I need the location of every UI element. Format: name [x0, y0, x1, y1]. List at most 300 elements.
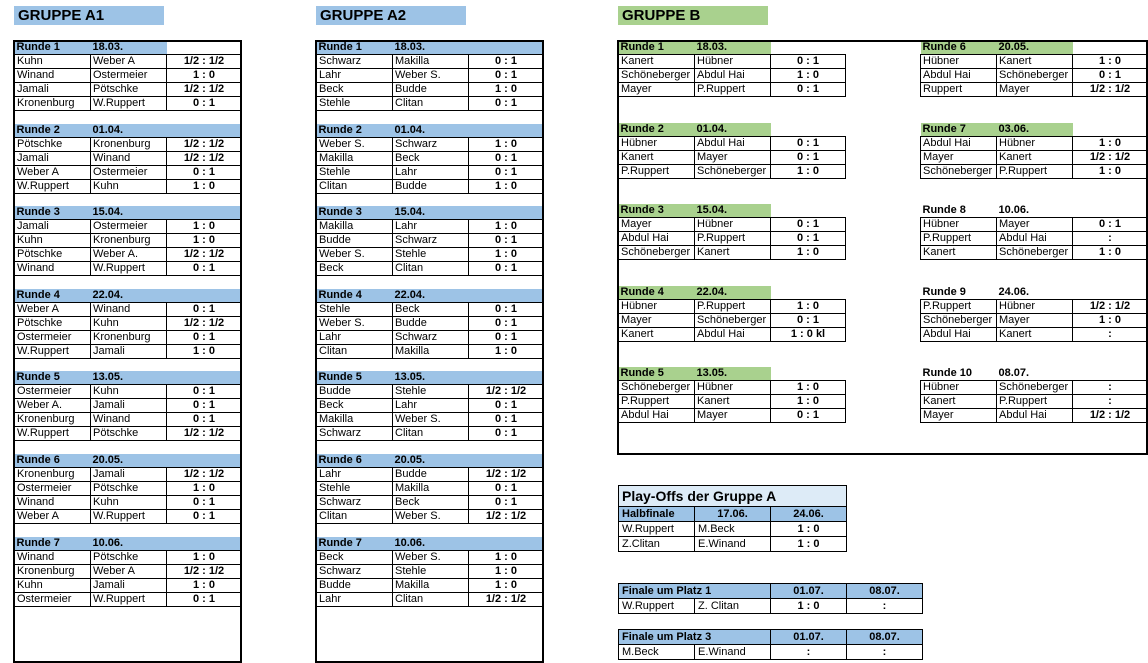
a2-match-row: [317, 220, 544, 234]
b-left-match-row: [619, 55, 846, 69]
group-b-title: GRUPPE B: [618, 6, 768, 25]
home-player: Abdul Hai: [921, 327, 997, 341]
away-player: Stehle: [393, 248, 469, 262]
final3-result-1: :: [771, 645, 847, 660]
a1-match-row: [15, 385, 242, 399]
a1-match-row: [15, 468, 242, 482]
home-player: Winand: [15, 550, 91, 564]
away-player: Abdul Hai: [695, 327, 771, 341]
a2-round-6-date: 20.05.: [393, 454, 469, 468]
away-player: Pötschke: [91, 482, 167, 496]
b-left-match-row: [619, 381, 846, 395]
a2-round-3-header: [317, 206, 544, 220]
home-player: Schwarz: [317, 564, 393, 578]
a2-round-3-date: 15.04.: [393, 206, 469, 220]
b-left-match-row: [619, 409, 846, 423]
spacer-row: [921, 191, 1148, 204]
semifinal-2-home: Z.Clitan: [619, 537, 695, 552]
home-player: Schöneberger: [921, 313, 997, 327]
away-player: Lahr: [393, 399, 469, 413]
a2-match-row: [317, 510, 544, 524]
away-player: Kanert: [997, 150, 1073, 164]
match-result: 1 : 0: [771, 69, 846, 83]
away-player: Schwarz: [393, 234, 469, 248]
match-result: 0 : 1: [167, 165, 242, 179]
away-player: Clitan: [393, 262, 469, 276]
group-a1-title: GRUPPE A1: [14, 6, 164, 25]
group-a1-schedule: [14, 41, 242, 607]
b-left-round-3-date: 15.04.: [695, 204, 771, 218]
a1-round-6-header: [15, 454, 242, 468]
away-player: Hübner: [997, 136, 1073, 150]
spacer-cell: [15, 193, 242, 206]
b-right-match-row: [921, 246, 1148, 260]
b-right-round-4-date: 24.06.: [998, 285, 1030, 298]
home-player: P.Ruppert: [619, 395, 695, 409]
final3-away: E.Winand: [695, 645, 771, 660]
spacer-row: [619, 178, 846, 191]
match-result: 1 : 0: [1073, 164, 1148, 178]
b-right-match-row: [921, 55, 1148, 69]
match-result: 0 : 1: [469, 55, 544, 69]
spacer-cell: [921, 341, 1148, 354]
a2-round-4-label: Runde 4: [317, 289, 393, 303]
a2-match-row: [317, 137, 544, 151]
home-player: Winand: [15, 69, 91, 83]
home-player: Pötschke: [15, 248, 91, 262]
b-right-round-5-header: [921, 367, 1148, 381]
match-result: 0 : 1: [167, 385, 242, 399]
match-result: 0 : 1: [771, 218, 846, 232]
b-right-round-4-header-blank: [1073, 286, 1148, 300]
away-player: W.Ruppert: [91, 592, 167, 606]
match-result: 0 : 1: [771, 55, 846, 69]
home-player: Weber S.: [317, 137, 393, 151]
match-result: 1/2 : 1/2: [167, 137, 242, 151]
final1-date-1: 01.07.: [771, 584, 847, 599]
home-player: Schwarz: [317, 427, 393, 441]
home-player: Kuhn: [15, 55, 91, 69]
home-player: Kanert: [619, 150, 695, 164]
home-player: Clitan: [317, 179, 393, 193]
b-left-match-row: [619, 150, 846, 164]
away-player: Makilla: [393, 55, 469, 69]
b-right-match-row: [921, 136, 1148, 150]
final1-result-1: 1 : 0: [771, 599, 847, 614]
home-player: Clitan: [317, 510, 393, 524]
match-result: 1 : 0: [469, 564, 544, 578]
spacer-row: [921, 341, 1148, 354]
semifinal-1-result: 1 : 0: [771, 522, 847, 537]
away-player: Pötschke: [91, 427, 167, 441]
a1-round-2-header: [15, 124, 242, 138]
semifinal-1-away: M.Beck: [695, 522, 771, 537]
a2-match-row: [317, 427, 544, 441]
a1-match-row: [15, 137, 242, 151]
b-right-round-2-date: 03.06.: [997, 123, 1073, 137]
away-player: Abdul Hai: [695, 136, 771, 150]
away-player: Jamali: [91, 344, 167, 358]
spacer-row: [619, 260, 846, 273]
a1-match-row: [15, 330, 242, 344]
home-player: Stehle: [317, 302, 393, 316]
spacer-cell: [317, 193, 544, 206]
a2-round-5-date: 13.05.: [393, 371, 469, 385]
a2-round-7-header: [317, 537, 544, 551]
spacer-row: [921, 178, 1148, 191]
match-result: 0 : 1: [167, 592, 242, 606]
a2-round-1-date: 18.03.: [393, 41, 469, 55]
away-player: Jamali: [91, 399, 167, 413]
b-right-match-row: [921, 409, 1148, 423]
b-left-match-row: [619, 327, 846, 341]
match-result: 1/2 : 1/2: [167, 316, 242, 330]
a1-round-1-header: [15, 41, 242, 55]
a1-match-row: [15, 427, 242, 441]
home-player: Mayer: [921, 409, 997, 423]
away-player: Beck: [393, 151, 469, 165]
a1-round-3-header-blank: [167, 206, 242, 220]
home-player: Pötschke: [15, 137, 91, 151]
semifinal-label: Halbfinale: [619, 507, 695, 522]
semifinal-date-2: 24.06.: [771, 507, 847, 522]
away-player: Pötschke: [91, 550, 167, 564]
a2-round-6-header-blank: [469, 454, 544, 468]
a2-round-4-header: [317, 289, 544, 303]
home-player: Makilla: [317, 151, 393, 165]
home-player: Jamali: [15, 83, 91, 97]
a2-match-row: [317, 165, 544, 179]
a2-match-row: [317, 179, 544, 193]
spacer-cell: [317, 111, 544, 124]
b-right-match-row: [921, 299, 1148, 313]
a2-match-row: [317, 468, 544, 482]
a2-match-row: [317, 151, 544, 165]
match-result: 1 : 0: [167, 578, 242, 592]
spacer-cell: [15, 358, 242, 371]
b-right-match-row: [921, 232, 1148, 246]
match-result: 0 : 1: [469, 482, 544, 496]
home-player: Stehle: [317, 97, 393, 111]
spacer-cell: [317, 441, 544, 454]
a1-match-row: [15, 482, 242, 496]
spacer-cell: [921, 354, 1148, 367]
a1-match-row: [15, 344, 242, 358]
a1-round-6-date: 20.05.: [91, 454, 167, 468]
a1-match-row: [15, 234, 242, 248]
b-right-round-2-header-blank: [1073, 123, 1148, 137]
match-result: 1 : 0: [167, 179, 242, 193]
spacer-cell: [619, 341, 846, 354]
home-player: Lahr: [317, 69, 393, 83]
away-player: Weber S.: [393, 510, 469, 524]
match-result: 0 : 1: [1073, 218, 1148, 232]
spacer-row: [619, 97, 846, 110]
away-player: Kronenburg: [91, 330, 167, 344]
a1-match-row: [15, 220, 242, 234]
final1-home: W.Ruppert: [619, 599, 695, 614]
match-result: 1/2 : 1/2: [167, 468, 242, 482]
home-player: Beck: [317, 262, 393, 276]
match-result: 1/2 : 1/2: [167, 427, 242, 441]
b-left-match-row: [619, 246, 846, 260]
b-right-round-5-date: 08.07.: [998, 367, 1030, 380]
a1-match-row: [15, 69, 242, 83]
match-result: 0 : 1: [469, 151, 544, 165]
match-result: 0 : 1: [469, 302, 544, 316]
spacer-row: [921, 273, 1148, 286]
away-player: Makilla: [393, 482, 469, 496]
home-player: Kanert: [921, 395, 997, 409]
spacer-cell: [619, 191, 846, 204]
away-player: Abdul Hai: [997, 409, 1073, 423]
home-player: W.Ruppert: [15, 344, 91, 358]
a1-match-row: [15, 262, 242, 276]
spacer-row: [619, 273, 846, 286]
match-result: 1/2 : 1/2: [1073, 83, 1148, 97]
b-left-round-4-header-blank: [771, 286, 846, 300]
match-result: 0 : 1: [167, 97, 242, 111]
a2-match-row: [317, 399, 544, 413]
match-result: 0 : 1: [469, 330, 544, 344]
b-right-match-row: [921, 313, 1148, 327]
a2-round-7-header-blank: [469, 537, 544, 551]
semifinal-date-1: 17.06.: [695, 507, 771, 522]
a1-round-2-date: 01.04.: [91, 124, 167, 138]
match-result: 0 : 1: [167, 510, 242, 524]
home-player: Hübner: [619, 136, 695, 150]
a2-match-row: [317, 550, 544, 564]
a1-round-2-header-blank: [167, 124, 242, 138]
away-player: Stehle: [393, 385, 469, 399]
match-result: 0 : 1: [771, 150, 846, 164]
away-player: Kronenburg: [91, 137, 167, 151]
spacer-cell: [619, 178, 846, 191]
away-player: Schöneberger: [997, 246, 1073, 260]
away-player: P.Ruppert: [695, 299, 771, 313]
a1-round-3-date: 15.04.: [91, 206, 167, 220]
away-player: Mayer: [997, 83, 1073, 97]
home-player: Mayer: [921, 150, 997, 164]
away-player: Stehle: [393, 564, 469, 578]
away-player: Clitan: [393, 427, 469, 441]
match-result: :: [1073, 381, 1148, 395]
b-left-round-4-header: [619, 286, 846, 300]
match-result: 0 : 1: [469, 97, 544, 111]
b-left-round-1-label: Runde 1: [619, 41, 695, 55]
b-right-round-2-label: Runde 7: [921, 123, 997, 137]
match-result: 1 : 0: [469, 578, 544, 592]
a2-match-row: [317, 344, 544, 358]
home-player: Jamali: [15, 220, 91, 234]
a2-match-row: [317, 302, 544, 316]
match-result: 1/2 : 1/2: [469, 510, 544, 524]
match-result: 1 : 0: [771, 164, 846, 178]
spacer-row: [317, 276, 544, 289]
home-player: Kuhn: [15, 578, 91, 592]
a1-match-row: [15, 578, 242, 592]
final3-date-2: 08.07.: [847, 630, 923, 645]
home-player: P.Ruppert: [921, 232, 997, 246]
away-player: Winand: [91, 151, 167, 165]
home-player: Mayer: [619, 218, 695, 232]
home-player: Mayer: [619, 83, 695, 97]
a2-match-row: [317, 316, 544, 330]
away-player: Mayer: [997, 218, 1073, 232]
a1-match-row: [15, 316, 242, 330]
a1-round-4-header-blank: [167, 289, 242, 303]
match-result: 1 : 0: [167, 550, 242, 564]
a1-round-7-header: [15, 537, 242, 551]
spacer-row: [317, 193, 544, 206]
b-left-match-row: [619, 232, 846, 246]
a2-round-2-date: 01.04.: [393, 124, 469, 138]
away-player: Schöneberger: [695, 164, 771, 178]
a1-round-3-header: [15, 206, 242, 220]
a2-match-row: [317, 83, 544, 97]
a1-round-4-header: [15, 289, 242, 303]
b-right-round-3-label: Runde 8: [922, 204, 966, 217]
away-player: Hübner: [695, 381, 771, 395]
away-player: Winand: [91, 413, 167, 427]
spacer-row: [15, 524, 242, 537]
home-player: Hübner: [921, 218, 997, 232]
match-result: 1/2 : 1/2: [469, 468, 544, 482]
home-player: P.Ruppert: [921, 299, 997, 313]
a1-match-row: [15, 55, 242, 69]
a2-round-3-label: Runde 3: [317, 206, 393, 220]
spacer-cell: [317, 524, 544, 537]
match-result: 1/2 : 1/2: [167, 55, 242, 69]
away-player: P.Ruppert: [695, 83, 771, 97]
home-player: Lahr: [317, 468, 393, 482]
away-player: Kuhn: [91, 316, 167, 330]
a1-round-5-date: 13.05.: [91, 371, 167, 385]
home-player: Kronenburg: [15, 413, 91, 427]
spacer-cell: [619, 110, 846, 123]
home-player: Lahr: [317, 592, 393, 606]
away-player: Ostermeier: [91, 220, 167, 234]
spacer-cell: [317, 276, 544, 289]
match-result: 1/2 : 1/2: [167, 248, 242, 262]
a2-match-row: [317, 97, 544, 111]
a2-match-row: [317, 496, 544, 510]
match-result: 0 : 1: [469, 234, 544, 248]
away-player: Budde: [393, 179, 469, 193]
match-result: 0 : 1: [167, 496, 242, 510]
match-result: 0 : 1: [167, 330, 242, 344]
home-player: Schöneberger: [619, 246, 695, 260]
playoffs-semifinal: [618, 485, 847, 552]
away-player: Lahr: [393, 165, 469, 179]
away-player: Beck: [393, 496, 469, 510]
spacer-cell: [15, 276, 242, 289]
a1-round-4-label: Runde 4: [15, 289, 91, 303]
away-player: Weber A.: [91, 248, 167, 262]
match-result: 0 : 1: [771, 313, 846, 327]
b-right-round-3-header: [921, 204, 1148, 218]
match-result: 1 : 0: [469, 248, 544, 262]
home-player: Ostermeier: [15, 592, 91, 606]
a1-round-2-label: Runde 2: [15, 124, 91, 138]
spacer-cell: [921, 260, 1148, 273]
final1-date-2: 08.07.: [847, 584, 923, 599]
a2-round-5-header: [317, 371, 544, 385]
match-result: 1/2 : 1/2: [1073, 299, 1148, 313]
spacer-row: [15, 111, 242, 124]
spacer-cell: [619, 97, 846, 110]
spacer-cell: [921, 273, 1148, 286]
a2-round-6-header: [317, 454, 544, 468]
playoffs-final-3: [618, 629, 923, 660]
a1-round-5-header: [15, 371, 242, 385]
match-result: 1 : 0 kl: [771, 327, 846, 341]
home-player: Abdul Hai: [921, 136, 997, 150]
home-player: Weber A: [15, 510, 91, 524]
away-player: Schwarz: [393, 330, 469, 344]
match-result: 0 : 1: [1073, 69, 1148, 83]
home-player: Makilla: [317, 220, 393, 234]
spacer-cell: [921, 97, 1148, 110]
b-left-round-2-date: 01.04.: [695, 123, 771, 137]
b-right-round-3-header-blank: [1073, 204, 1148, 218]
home-player: Jamali: [15, 151, 91, 165]
semifinal-2-away: E.Winand: [695, 537, 771, 552]
a1-match-row: [15, 302, 242, 316]
home-player: Schöneberger: [619, 69, 695, 83]
away-player: P.Ruppert: [997, 164, 1073, 178]
spacer-cell: [15, 524, 242, 537]
b-left-round-2-label: Runde 2: [619, 123, 695, 137]
a1-round-7-header-blank: [167, 537, 242, 551]
b-left-round-5-date: 13.05.: [695, 367, 771, 381]
away-player: W.Ruppert: [91, 97, 167, 111]
away-player: Beck: [393, 302, 469, 316]
b-left-match-row: [619, 395, 846, 409]
semifinal-1-home: W.Ruppert: [619, 522, 695, 537]
a1-match-row: [15, 564, 242, 578]
a2-match-row: [317, 385, 544, 399]
final1-label: Finale um Platz 1: [619, 584, 771, 599]
home-player: Kanert: [619, 327, 695, 341]
match-result: 0 : 1: [469, 427, 544, 441]
match-result: 1 : 0: [771, 381, 846, 395]
b-right-match-row: [921, 381, 1148, 395]
spacer-cell: [619, 260, 846, 273]
away-player: Clitan: [393, 592, 469, 606]
away-player: Schöneberger: [695, 313, 771, 327]
match-result: 1 : 0: [469, 137, 544, 151]
home-player: Abdul Hai: [619, 409, 695, 423]
match-result: 1 : 0: [771, 246, 846, 260]
b-left-round-3-header-blank: [771, 204, 846, 218]
home-player: Ruppert: [921, 83, 997, 97]
away-player: Abdul Hai: [997, 232, 1073, 246]
spacer-row: [317, 111, 544, 124]
match-result: :: [1073, 327, 1148, 341]
match-result: 0 : 1: [469, 262, 544, 276]
b-left-round-1-header-blank: [771, 41, 846, 55]
match-result: 1/2 : 1/2: [167, 151, 242, 165]
home-player: Schöneberger: [619, 381, 695, 395]
away-player: Kuhn: [91, 179, 167, 193]
a1-match-row: [15, 151, 242, 165]
home-player: Beck: [317, 83, 393, 97]
away-player: Mayer: [695, 150, 771, 164]
a2-round-3-header-blank: [469, 206, 544, 220]
home-player: Schöneberger: [921, 164, 997, 178]
home-player: Hübner: [921, 381, 997, 395]
